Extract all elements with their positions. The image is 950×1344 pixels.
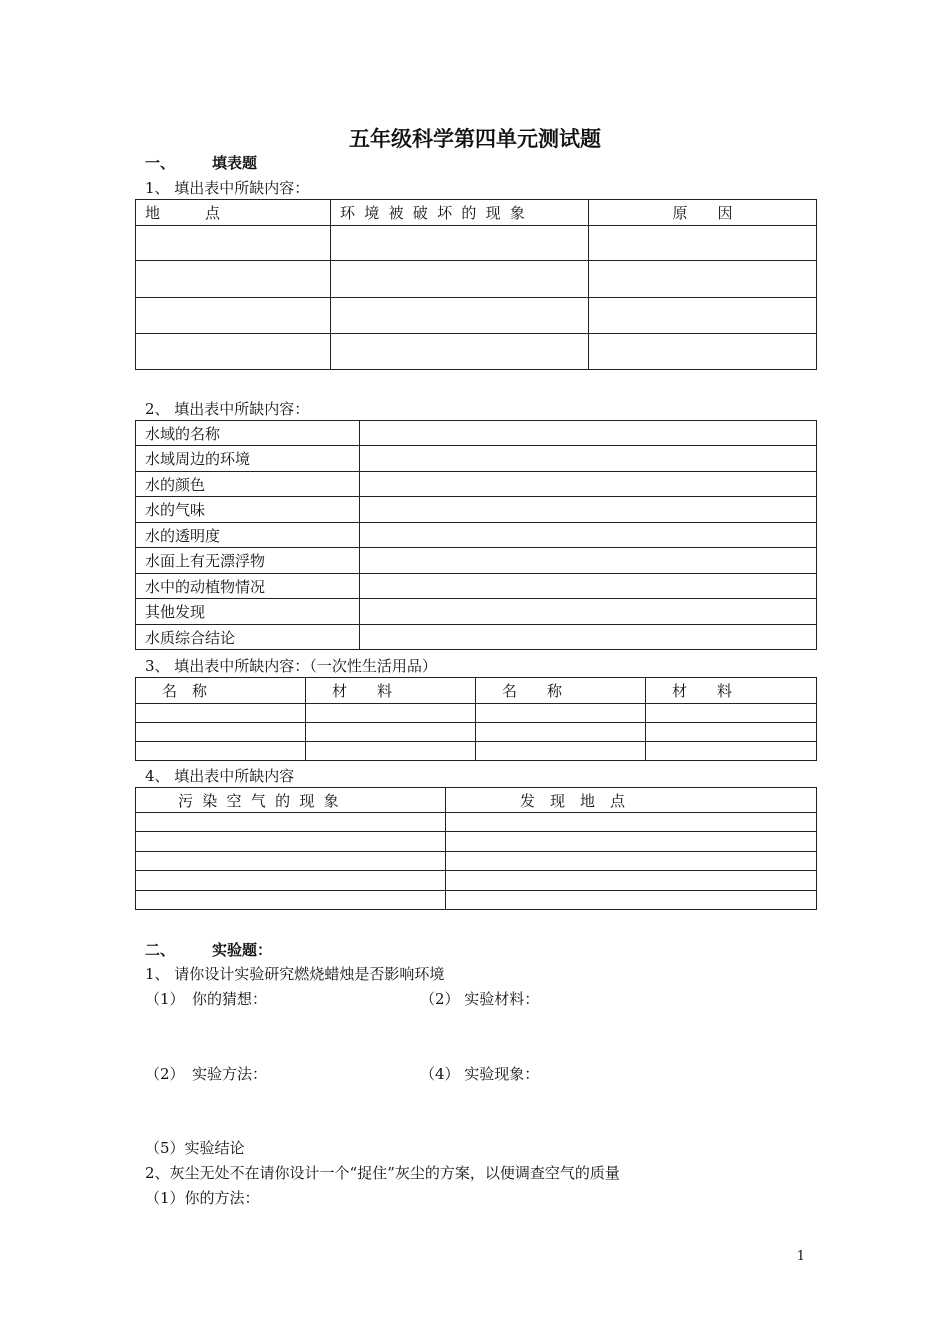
q2-table	[135, 420, 817, 650]
table-cell[interactable]	[360, 523, 817, 548]
table-cell[interactable]	[589, 334, 817, 370]
table-cell[interactable]	[646, 742, 817, 761]
table-cell[interactable]	[589, 298, 817, 334]
s2-q2-item1: （1）你的方法：	[145, 1189, 260, 1207]
q3-header-cell: 名 称	[476, 678, 646, 704]
q1-label: 1、 填出表中所缺内容：	[145, 179, 310, 197]
table-cell[interactable]	[136, 871, 446, 891]
table-cell[interactable]	[446, 871, 817, 891]
q4-header-cell: 污 染 空 气 的 现 象	[136, 788, 446, 813]
table-cell[interactable]	[360, 574, 817, 599]
s2-q1-item5: （5）实验结论	[145, 1139, 245, 1157]
table-cell[interactable]	[306, 704, 476, 723]
table-cell[interactable]	[136, 334, 331, 370]
q3-label: 3、 填出表中所缺内容：（一次性生活用品）	[145, 657, 437, 675]
q4-header-cell: 发 现 地 点	[446, 788, 817, 813]
table-cell[interactable]	[136, 891, 446, 910]
s2-q1-item1: （1） 你的猜想：	[145, 990, 268, 1008]
section2-heading: 实验题：	[212, 941, 273, 959]
page-title: 五年级科学第四单元测试题	[349, 126, 601, 151]
table-cell[interactable]	[446, 813, 817, 832]
s2-q1-item4: （4） 实验现象：	[420, 1065, 540, 1083]
q1-table	[135, 199, 817, 370]
table-cell[interactable]	[476, 723, 646, 742]
s2-q1-item3: （2） 实验方法：	[145, 1065, 268, 1083]
q2-row-label: 水域的名称	[136, 421, 360, 446]
q3-header-cell: 材 料	[646, 678, 817, 704]
q2-row-label: 水的颜色	[136, 472, 360, 497]
table-cell[interactable]	[360, 472, 817, 497]
table-cell[interactable]	[360, 421, 817, 446]
q2-row-label: 水的气味	[136, 497, 360, 523]
q2-row-label: 水中的动植物情况	[136, 574, 360, 599]
table-cell[interactable]	[646, 704, 817, 723]
q2-row-label: 水域周边的环境	[136, 446, 360, 472]
table-cell[interactable]	[646, 723, 817, 742]
table-cell[interactable]	[306, 742, 476, 761]
q2-row-label: 水质综合结论	[136, 625, 360, 650]
q1-header-cell: 原 因	[589, 200, 817, 226]
q1-header-cell: 地 点	[136, 200, 331, 226]
table-cell[interactable]	[446, 891, 817, 910]
table-cell[interactable]	[331, 298, 589, 334]
q2-label: 2、 填出表中所缺内容：	[145, 400, 310, 418]
table-cell[interactable]	[360, 446, 817, 472]
table-cell[interactable]	[306, 723, 476, 742]
table-cell[interactable]	[136, 261, 331, 298]
q2-row-label: 水面上有无漂浮物	[136, 548, 360, 574]
section1-heading: 填表题	[212, 154, 258, 172]
table-cell[interactable]	[360, 599, 817, 625]
table-cell[interactable]	[136, 832, 446, 852]
q3-header-cell: 名 称	[136, 678, 306, 704]
table-cell[interactable]	[446, 832, 817, 852]
q3-header-cell: 材 料	[306, 678, 476, 704]
s2-q2-label: 2、灰尘无处不在请你设计一个“捉住”灰尘的方案，以便调查空气的质量	[145, 1164, 620, 1182]
table-cell[interactable]	[136, 742, 306, 761]
section1-number: 一、	[145, 154, 176, 172]
section2-number: 二、	[145, 941, 176, 959]
page-number: 1	[796, 1249, 805, 1264]
table-cell[interactable]	[589, 261, 817, 298]
table-cell[interactable]	[360, 548, 817, 574]
q2-row-label: 其他发现	[136, 599, 360, 625]
q4-table	[135, 787, 817, 910]
table-cell[interactable]	[136, 852, 446, 871]
q2-row-label: 水的透明度	[136, 523, 360, 548]
q4-label: 4、 填出表中所缺内容	[145, 767, 295, 785]
table-cell[interactable]	[360, 497, 817, 523]
table-cell[interactable]	[360, 625, 817, 650]
table-cell[interactable]	[331, 226, 589, 261]
table-cell[interactable]	[446, 852, 817, 871]
table-cell[interactable]	[136, 813, 446, 832]
table-cell[interactable]	[136, 723, 306, 742]
q3-table	[135, 677, 817, 761]
table-cell[interactable]	[589, 226, 817, 261]
table-cell[interactable]	[476, 704, 646, 723]
table-cell[interactable]	[331, 334, 589, 370]
q1-header-cell: 环 境 被 破 坏 的 现 象	[331, 200, 589, 226]
table-cell[interactable]	[331, 261, 589, 298]
s2-q1-item2: （2） 实验材料：	[420, 990, 540, 1008]
table-cell[interactable]	[136, 704, 306, 723]
s2-q1-label: 1、 请你设计实验研究燃烧蜡烛是否影响环境	[145, 965, 445, 983]
table-cell[interactable]	[476, 742, 646, 761]
table-cell[interactable]	[136, 226, 331, 261]
table-cell[interactable]	[136, 298, 331, 334]
